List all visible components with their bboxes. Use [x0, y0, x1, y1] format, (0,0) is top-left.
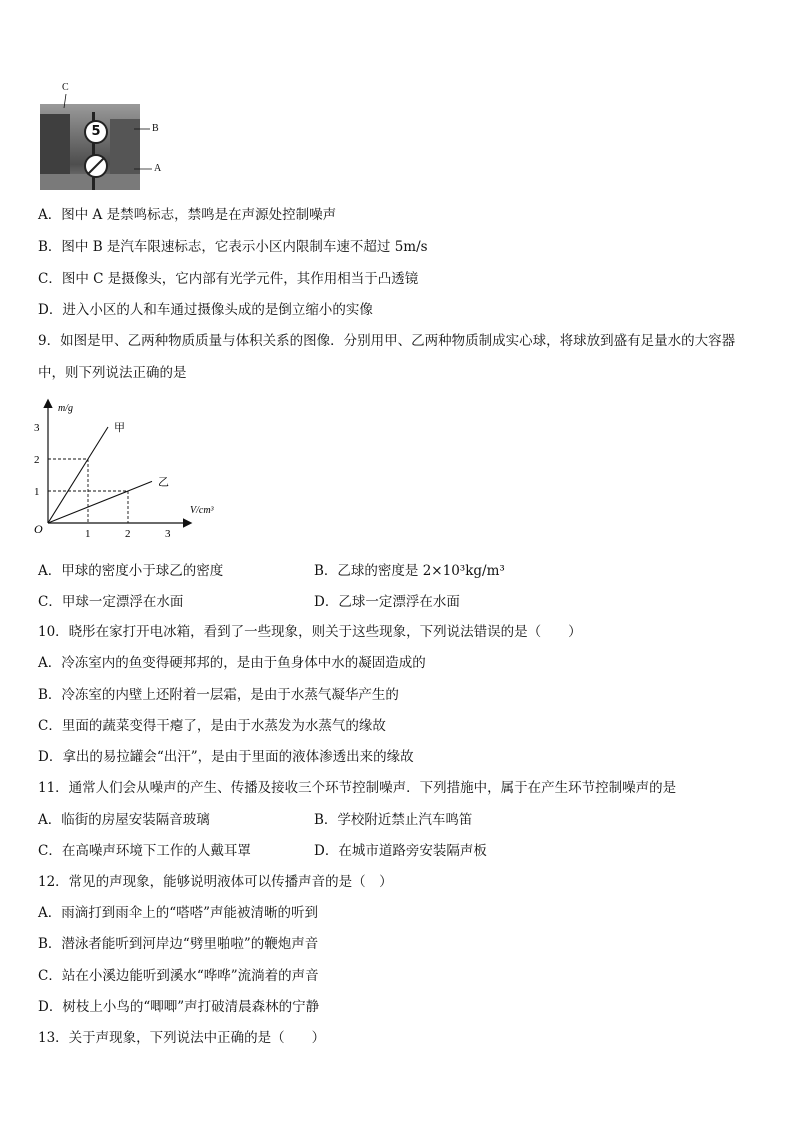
q10-option-b: B．冷冻室的内壁上还附着一层霜，是由于水蒸气凝华产生的: [38, 687, 399, 703]
q11-option-a: A．临街的房屋安装隔音玻璃: [38, 812, 210, 828]
q8-option-a: A．图中 A 是禁鸣标志，禁鸣是在声源处控制噪声: [38, 207, 337, 223]
q11-option-c: C．在高噪声环境下工作的人戴耳罩: [38, 843, 251, 859]
q11-option-d: D．在城市道路旁安装隔声板: [314, 843, 487, 859]
photo-label-c: C: [62, 82, 69, 93]
x-tick-2: 3: [165, 528, 171, 540]
q13-stem: 13．关于声现象，下列说法中正确的是（ ）: [38, 1030, 326, 1046]
q12-option-a: A．雨滴打到雨伞上的“嗒嗒”声能被清晰的听到: [38, 905, 319, 921]
q10-stem: 10．晓彤在家打开电冰箱，看到了一些现象，则关于这些现象，下列说法错误的是（ ）: [38, 624, 582, 640]
q12-option-b: B．潜泳者能听到河岸边“劈里啪啦”的鞭炮声音: [38, 936, 319, 952]
y-tick-0: 1: [34, 486, 40, 498]
q9-stem-line2: 中，则下列说法正确的是: [38, 365, 187, 381]
q10-option-c: C．里面的蔬菜变得干瘪了，是由于水蒸发为水蒸气的缘故: [38, 718, 386, 734]
series-line-1: [48, 481, 152, 523]
q9-stem-line1: 9．如图是甲、乙两种物质质量与体积关系的图像．分别用甲、乙两种物质制成实心球，将球放到盛有足量水的大容器: [38, 333, 736, 349]
x-axis-label: V/cm³: [190, 505, 214, 516]
q9-option-d: D．乙球一定漂浮在水面: [314, 594, 460, 610]
series-line-0: [48, 427, 108, 523]
photo-label-a: A: [154, 163, 162, 174]
q12-option-c: C．站在小溪边能听到溪水“哗哗”流淌着的声音: [38, 968, 319, 984]
q12-option-d: D．树枝上小鸟的“唧唧”声打破清晨森林的宁静: [38, 999, 320, 1015]
q9-option-a: A．甲球的密度小于球乙的密度: [38, 563, 224, 579]
q8-option-c: C．图中 C 是摄像头，它内部有光学元件，其作用相当于凸透镜: [38, 271, 419, 287]
q12-stem: 12．常见的声现象，能够说明液体可以传播声音的是（ ）: [38, 874, 393, 890]
y-tick-1: 2: [34, 454, 40, 466]
mass-volume-chart: [30, 395, 260, 545]
origin-label: O: [34, 522, 43, 536]
x-tick-1: 2: [125, 528, 131, 540]
speed-limit-sign: 5: [84, 120, 108, 144]
y-axis-label: m/g: [58, 403, 73, 414]
q9-option-c: C．甲球一定漂浮在水面: [38, 594, 184, 610]
q8-option-b: B．图中 B 是汽车限速标志，它表示小区内限制车速不超过 5m/s: [38, 239, 428, 255]
q10-option-d: D．拿出的易拉罐会“出汗”，是由于里面的液体渗透出来的缘故: [38, 749, 414, 765]
q11-stem: 11．通常人们会从噪声的产生、传播及接收三个环节控制噪声．下列措施中，属于在产生环节控制噪声的是: [38, 780, 677, 796]
q8-option-d: D．进入小区的人和车通过摄像头成的是倒立缩小的实像: [38, 302, 373, 318]
y-tick-2: 3: [34, 422, 40, 434]
q9-option-b: B．乙球的密度是 2×10³kg/m³: [314, 563, 505, 579]
q11-option-b: B．学校附近禁止汽车鸣笛: [314, 812, 473, 828]
series-label-0: 甲: [114, 422, 125, 434]
photo-label-b: B: [152, 123, 159, 134]
x-tick-0: 1: [85, 528, 91, 540]
q10-option-a: A．冷冻室内的鱼变得硬邦邦的，是由于鱼身体中水的凝固造成的: [38, 655, 426, 671]
series-label-1: 乙: [158, 476, 169, 489]
